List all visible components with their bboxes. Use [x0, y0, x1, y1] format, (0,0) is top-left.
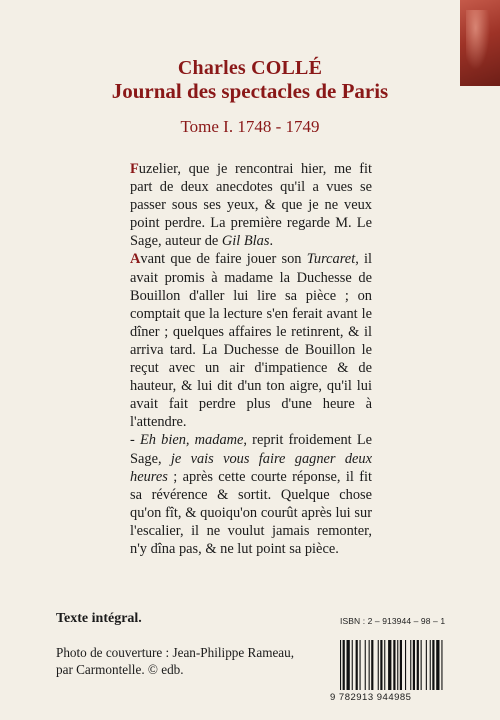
barcode-bar: [352, 640, 353, 690]
barcode-bar: [400, 640, 402, 690]
excerpt-text-run: .: [269, 233, 274, 250]
photo-credit-line-2: par Carmontelle. © edb.: [56, 662, 184, 677]
barcode-bar: [417, 640, 419, 690]
book-title: Journal des spectacles de Paris: [111, 79, 389, 103]
excerpt-italic-run: Gil Blas: [221, 233, 270, 250]
excerpt-text-run: vant que de faire jouer son: [140, 251, 307, 268]
excerpt-italic-run: je vais vous faire gagner deux heures: [130, 450, 372, 485]
drop-initial: A: [130, 251, 141, 268]
barcode-bar: [371, 640, 373, 690]
photo-credit-line-1: Photo de couverture : Jean-Philippe Rameau,: [56, 645, 295, 660]
excerpt-text-run: ; après cette courte réponse, il fit sa révérence & sortit. Quelque chose qu'on fît, & quoiqu'on courût après lui sur l'escalier, il ne voulut jamais remonter, n'y dîna pas, & ne lut point sa pièce.: [130, 468, 372, 557]
excerpt-paragraph-1: [130, 160, 372, 250]
excerpt-text-run: uzelier, que je rencontrai hier, me fit part de deux anecdotes qu'il a vues se passer sous ses yeux, & que je ne veux point perdre. La première regarde M. Le Sage, auteur de: [130, 161, 372, 250]
barcode-bar: [384, 640, 385, 690]
drop-initial: F: [130, 161, 139, 177]
excerpt-italic-run: Eh bien, madame: [139, 432, 244, 449]
barcode-bar: [340, 640, 341, 690]
barcode-bar: [421, 640, 422, 690]
barcode-bar: [347, 640, 350, 690]
barcode-number: 9 782913 944985: [330, 692, 412, 703]
dialogue-dash: -: [130, 432, 140, 449]
author-name: Charles COLLÉ: [177, 57, 323, 79]
barcode-bar: [397, 640, 398, 690]
excerpt-text: [130, 160, 372, 558]
excerpt-text-run: , reprit froidement Le Sage,: [130, 432, 372, 467]
barcode-bar: [365, 640, 366, 690]
volume-label: Tome I. 1748 - 1749: [180, 117, 320, 136]
barcode-icon: [338, 640, 478, 690]
excerpt-paragraph-3: [130, 431, 372, 558]
barcode-bar: [378, 640, 379, 690]
barcode-bar: [343, 640, 345, 690]
barcode-bar: [430, 640, 431, 690]
barcode-bar: [405, 640, 406, 690]
excerpt-paragraph-2: [130, 250, 372, 431]
barcode-bar: [360, 640, 361, 690]
excerpt-text-run: , il avait promis à madame la Duchesse de Bouillon d'aller lui lire sa pièce ; on comptait que la lecture s'en ferait avant le dîner ; quelques affaires le retinrent, & il arriva tard. La Duchesse de Bouillon le reçut avec un air d'impatience & de hauteur, & lui dit d'un ton aigre, qu'il lui avait fait perdre plus d'une heure à l'attendre.: [130, 251, 372, 431]
barcode-bar: [441, 640, 442, 690]
barcode-bar: [393, 640, 395, 690]
excerpt-italic-run: Turcaret: [306, 251, 356, 268]
isbn-label: ISBN : 2 – 913944 – 98 – 1: [340, 616, 446, 626]
barcode-bar: [413, 640, 415, 690]
texte-integral-label: Texte intégral.: [56, 611, 142, 626]
barcode-bar: [369, 640, 370, 690]
barcode-bar: [356, 640, 358, 690]
barcode-bar: [410, 640, 411, 690]
barcode-bar: [436, 640, 439, 690]
barcode-bar: [380, 640, 382, 690]
barcode-bar: [432, 640, 434, 690]
barcode-bar: [426, 640, 427, 690]
photo-credit: [56, 644, 294, 678]
barcode-bar: [388, 640, 391, 690]
